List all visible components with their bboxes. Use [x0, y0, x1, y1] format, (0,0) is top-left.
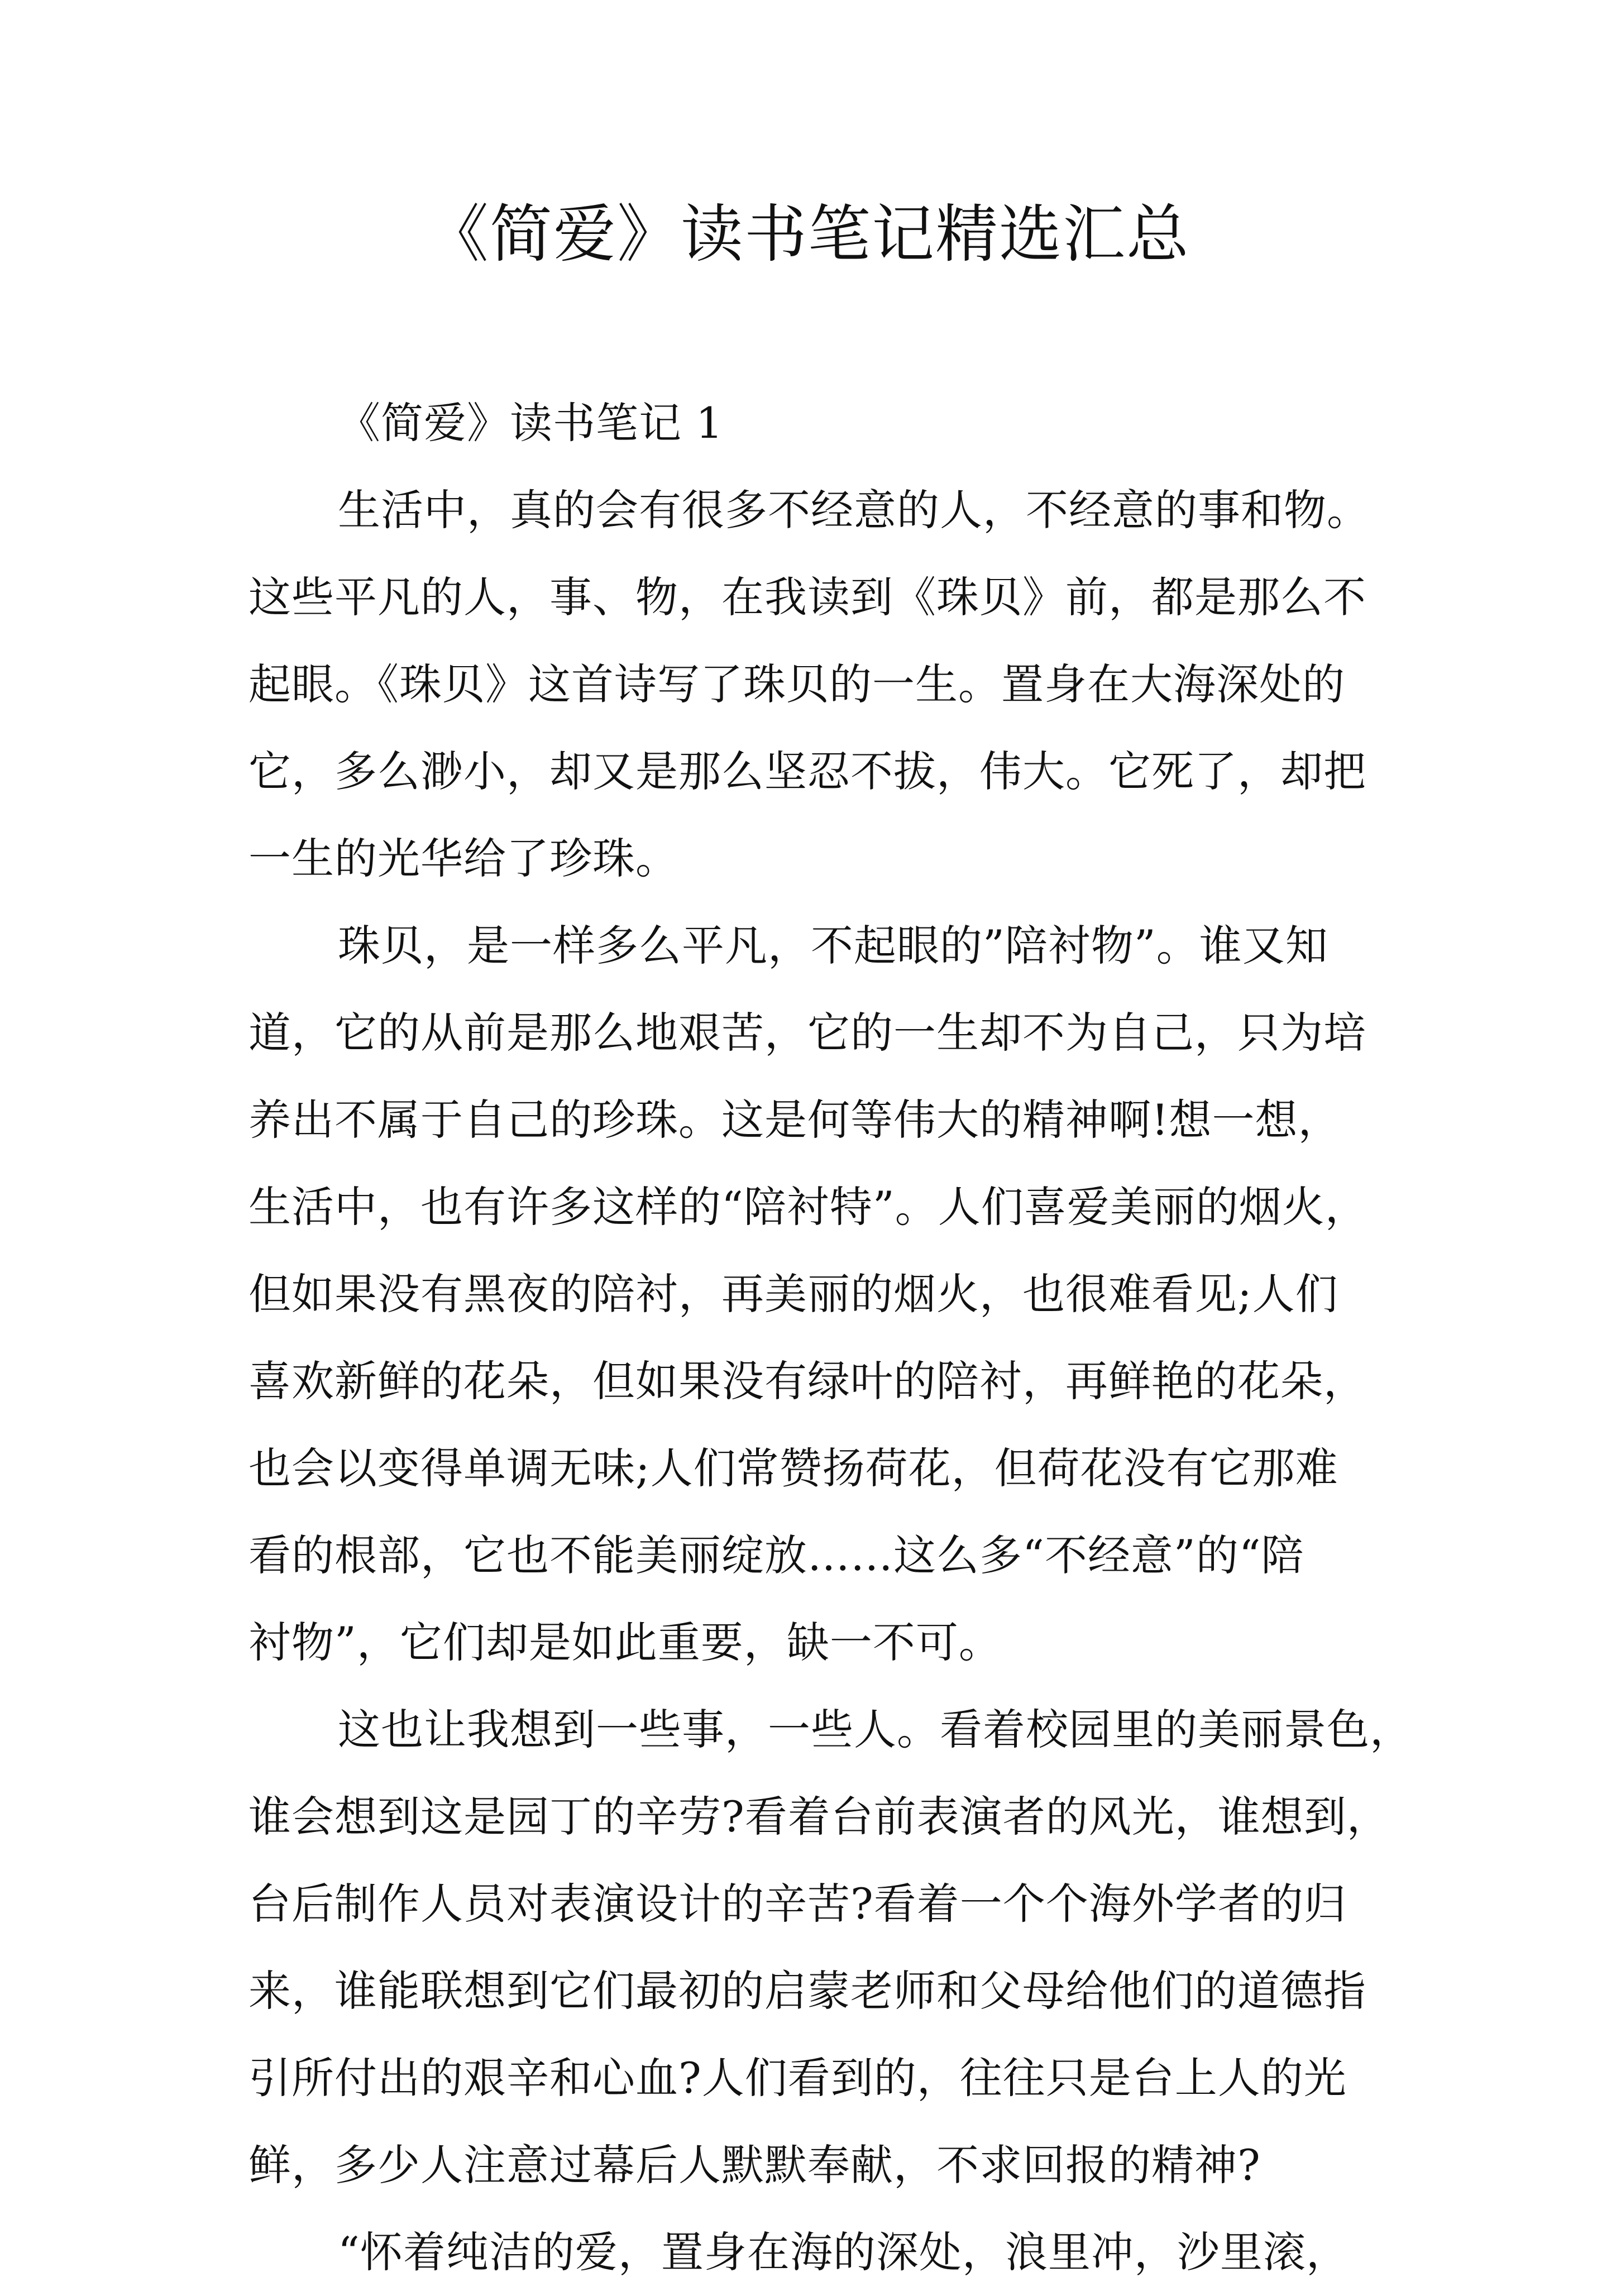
text-line: 这也让我想到一些事，一些人。看着校园里的美丽景色， — [338, 1705, 1413, 1754]
text-line: 鲜，多少人注意过幕后人默默奉献，不求回报的精神? — [248, 2140, 1261, 2190]
text-line: 它，多么渺小，却又是那么坚忍不拔，伟大。它死了，却把 — [248, 747, 1366, 796]
text-line: “怀着纯洁的爱，置身在海的深处，浪里冲，沙里滚， — [338, 2227, 1349, 2277]
text-line: 引所付出的艰辛和心血?人们看到的，往往只是台上人的光 — [248, 2053, 1347, 2103]
document-title: 《简爱》读书笔记精选汇总 — [426, 198, 1190, 271]
text-line: 生活中，真的会有很多不经意的人，不经意的事和物。 — [338, 485, 1370, 535]
text-line: 来，谁能联想到它们最初的启蒙老师和父母给他们的道德指 — [248, 1966, 1366, 2016]
text-line: 谁会想到这是园丁的辛劳?看着台前表演者的风光，谁想到， — [248, 1792, 1390, 1841]
text-line: 养出不属于自己的珍珠。这是何等伟大的精神啊!想一想， — [248, 1095, 1341, 1145]
text-line: 生活中，也有许多这样的“陪衬特”。人们喜爱美丽的烟火， — [248, 1182, 1368, 1232]
text-line: 这些平凡的人，事、物，在我读到《珠贝》前，都是那么不 — [248, 572, 1366, 622]
text-line: 道，它的从前是那么地艰苦，它的一生却不为自己，只为培 — [248, 1008, 1366, 1058]
text-line: 看的根部，它也不能美丽绽放……这么多“不经意”的“陪 — [248, 1530, 1304, 1580]
text-line: 但如果没有黑夜的陪衬，再美丽的烟火，也很难看见;人们 — [248, 1269, 1338, 1319]
text-line: 珠贝，是一样多么平凡，不起眼的”陪衬物”。谁又知 — [338, 921, 1328, 970]
text-line: 也会以变得单调无味;人们常赞扬荷花，但荷花没有它那难 — [248, 1443, 1338, 1493]
text-line: 《简爱》读书笔记 1 — [338, 398, 724, 448]
text-line: 起眼。《珠贝》这首诗写了珠贝的一生。置身在大海深处的 — [248, 659, 1345, 709]
text-line: 衬物”，它们却是如此重要，缺一不可。 — [248, 1618, 1002, 1667]
text-line: 喜欢新鲜的花朵，但如果没有绿叶的陪衬，再鲜艳的花朵， — [248, 1356, 1366, 1406]
text-line: 一生的光华给了珍珠。 — [248, 834, 678, 883]
text-line: 台后制作人员对表演设计的辛苦?看着一个个海外学者的归 — [248, 1879, 1347, 1929]
document-body — [248, 380, 1413, 2296]
